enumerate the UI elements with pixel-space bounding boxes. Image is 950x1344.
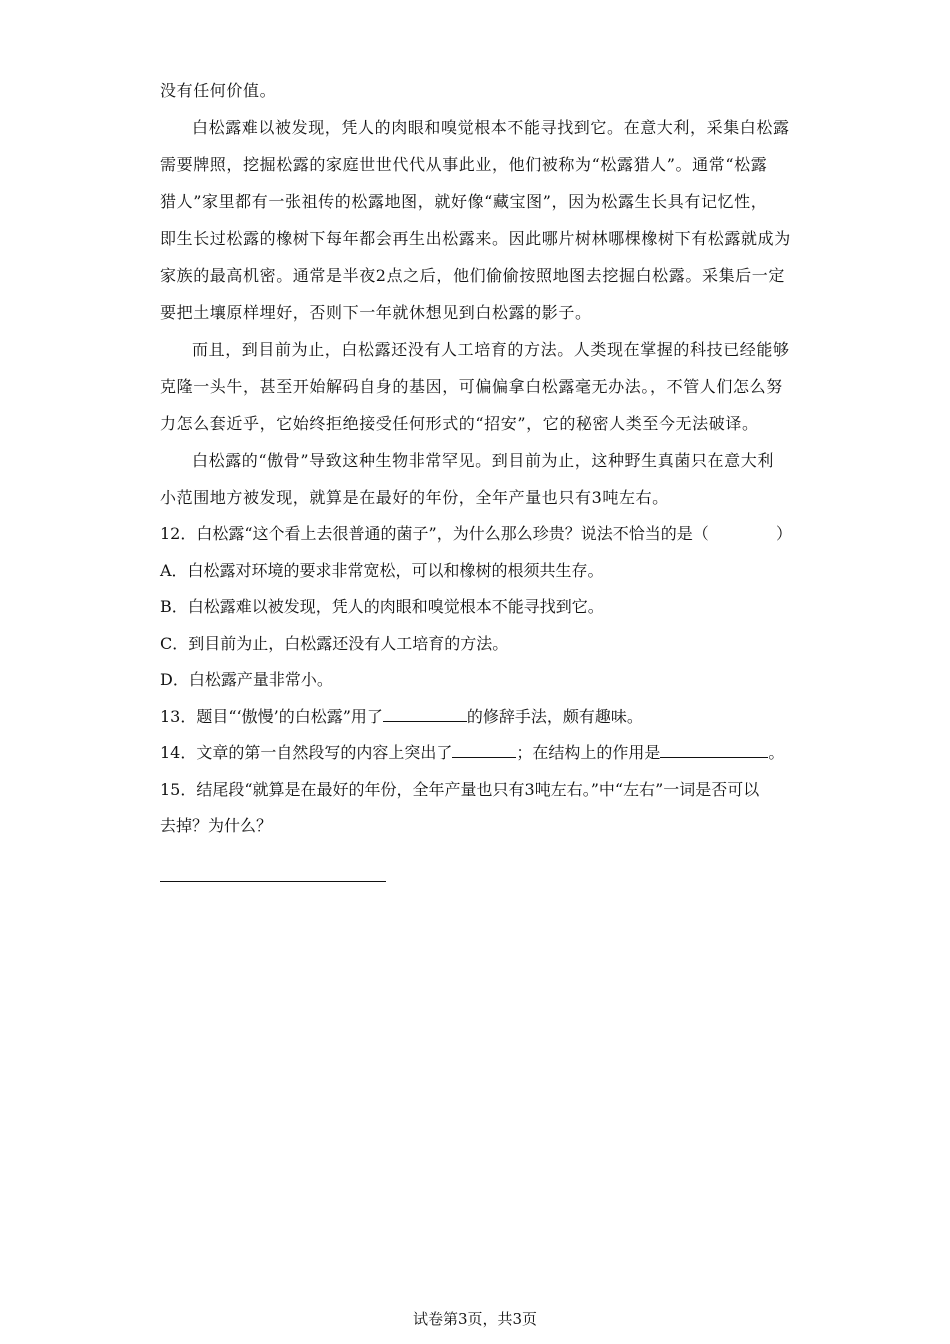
question-13 <box>160 699 792 736</box>
passage-line: 小范围地方被发现，就算是在最好的年份，全年产量也只有3吨左右。 <box>160 488 669 507</box>
passage-line: 没有任何价值。 <box>160 81 277 100</box>
question-14-text-after: 。 <box>768 743 785 762</box>
passage-line: 要把土壤原样埋好，否则下一年就休想见到白松露的影子。 <box>160 303 592 322</box>
passage-line: 猎人”家里都有一张祖传的松露地图，就好像“藏宝图”，因为松露生长具有记忆性， <box>160 192 768 211</box>
passage-line: 家族的最高机密。通常是半夜2点之后，他们偷偷按照地图去挖掘白松露。采集后一定 <box>160 266 785 285</box>
passage-line: 即生长过松露的橡树下每年都会再生出松露来。因此哪片树林哪棵橡树下有松露就成为 <box>160 229 791 248</box>
passage-line: 白松露难以被发现，凭人的肉眼和嗅觉根本不能寻找到它。在意大利，采集白松露 <box>192 118 790 137</box>
passage-line: 白松露的“傲骨”导致这种生物非常罕见。到目前为止，这种野生真菌只在意大利 <box>192 451 774 470</box>
reading-passage <box>160 72 792 516</box>
answer-blank[interactable] <box>383 707 467 722</box>
question-14 <box>160 735 792 772</box>
option-d: D．白松露产量非常小。 <box>160 670 333 689</box>
question-13-text-before: 13．题目“‘傲慢’的白松露”用了 <box>160 706 383 726</box>
option-c: C．到目前为止，白松露还没有人工培育的方法。 <box>160 633 509 653</box>
question-12 <box>160 516 792 553</box>
option-b: B．白松露难以被发现，凭人的肉眼和嗅觉根本不能寻找到它。 <box>160 597 604 616</box>
passage-line: 需要牌照，挖掘松露的家庭世世代代从事此业，他们被称为“松露猎人”。通常“松露 <box>160 155 768 174</box>
question-15-line-1: 15．结尾段“就算是在最好的年份，全年产量也只有3吨左右。”中“左右”一词是否可以 <box>160 779 760 799</box>
passage-line: 力怎么套近乎，它始终拒绝接受任何形式的“招安”，它的秘密人类至今无法破译。 <box>160 414 759 433</box>
answer-blank[interactable] <box>452 743 516 758</box>
question-list <box>160 516 792 845</box>
question-14-text-before: 14．文章的第一自然段写的内容上突出了 <box>160 743 453 762</box>
option-a: A．白松露对环境的要求非常宽松，可以和橡树的根须共生存。 <box>160 560 604 580</box>
question-12-stem: 12．白松露“这个看上去很普通的菌子”，为什么那么珍贵？说法不恰当的是（ <box>160 524 709 543</box>
answer-blank[interactable] <box>660 743 768 758</box>
answer-paren-close: ） <box>775 524 792 543</box>
page-content <box>160 72 792 845</box>
question-15-line-2: 去掉？为什么？ <box>160 816 273 835</box>
page-footer: 试卷第3页，共3页 <box>412 1310 538 1328</box>
answer-line[interactable] <box>160 881 386 882</box>
question-14-text-middle: ；在结构上的作用是 <box>516 743 661 762</box>
passage-line: 而且，到目前为止，白松露还没有人工培育的方法。人类现在掌握的科技已经能够 <box>192 340 790 359</box>
question-13-text-after: 的修辞手法，颇有趣味。 <box>466 706 643 726</box>
passage-line: 克隆一头牛，甚至开始解码自身的基因，可偏偏拿白松露毫无办法。，不管人们怎么努 <box>160 377 783 396</box>
